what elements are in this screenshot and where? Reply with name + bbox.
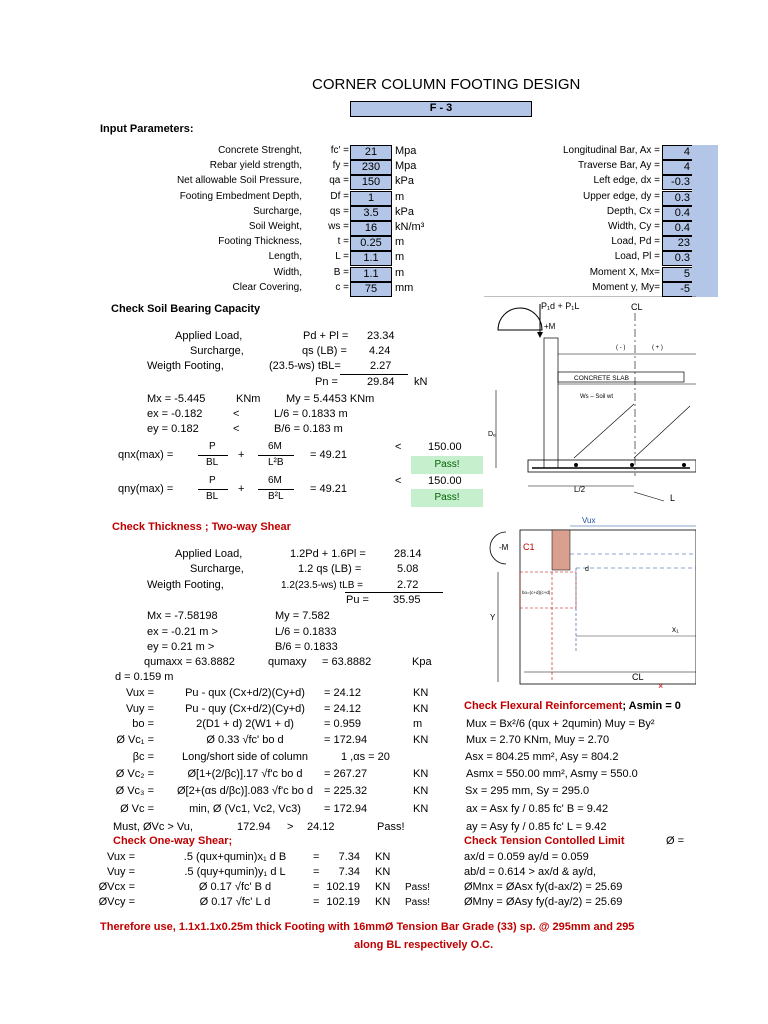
shear-row-unit: KN <box>413 803 429 815</box>
param-label-right: Moment X, Mx= <box>589 266 660 278</box>
param-unit: m <box>395 266 405 279</box>
soil-sum-line <box>340 374 408 375</box>
param-value: 1 <box>350 191 392 206</box>
param-label-right: Longitudinal Bar, Ax = <box>562 145 660 156</box>
oneway-eq: = <box>313 896 320 908</box>
input-header: Input Parameters: <box>100 123 194 135</box>
param-symbol: t = <box>337 236 349 248</box>
param-value-right: 0.4 <box>662 221 692 236</box>
qnx-p: P <box>209 441 216 452</box>
x1-label: x₁ <box>672 625 679 634</box>
shear-line-2 <box>634 406 690 458</box>
param-value-right: 0.4 <box>662 206 692 221</box>
flex-row: Sx = 295 mm, Sy = 295.0 <box>465 785 590 797</box>
param-value-right: 5 <box>662 267 692 282</box>
ws-label: Ws – Soil wt <box>580 394 614 400</box>
c1-label: C1 <box>523 542 535 552</box>
qny-cap: 150.00 <box>428 475 462 487</box>
half-label: L/2 <box>574 485 586 494</box>
oneway-formula: .5 (quy+qumin)y₁ d L <box>184 866 286 878</box>
param-symbol: qa = <box>329 175 349 187</box>
soil-header: Check Soil Bearing Capacity <box>111 303 261 315</box>
tension-row: ØMnx = ØAsx fy(d-ax/2) = 25.69 <box>464 881 623 893</box>
page-title: CORNER COLUMN FOOTING DESIGN <box>312 76 581 93</box>
soil-ey: ey = 0.182 <box>147 423 199 435</box>
thick-must-a: 172.94 <box>237 821 271 833</box>
shear-row-value: 1 ,αs = 20 <box>341 751 390 763</box>
param-label: Footing Thickness, <box>218 236 302 248</box>
shear-row-unit: KN <box>413 768 429 780</box>
thick-qumaxx: qumaxx = 63.8882 <box>144 656 235 668</box>
param-value-right: 4 <box>662 160 692 175</box>
rebar-dot-2 <box>630 463 634 467</box>
right-params-shade <box>692 145 718 297</box>
soil-ex-op: < <box>233 408 240 420</box>
oneway-eq: = <box>313 851 320 863</box>
tension-row: ax/d = 0.059 ay/d = 0.059 <box>464 851 589 863</box>
qnx-bl: BL <box>206 457 219 468</box>
param-label-right: Width, Cy = <box>608 221 660 232</box>
qny-bl: BL <box>206 491 219 502</box>
shear-row-value: = 225.32 <box>324 785 368 797</box>
param-label: Width, <box>273 266 302 278</box>
qny-p: P <box>209 475 216 486</box>
qnx-frac-line2 <box>258 455 294 456</box>
shear-row-formula: Pu - qux (Cx+d/2)(Cy+d) <box>185 687 305 699</box>
shear-row-unit: KN <box>413 687 429 699</box>
oneway-unit: KN <box>375 881 391 893</box>
param-value: 21 <box>350 145 392 160</box>
shear-row-unit: KN <box>413 785 429 797</box>
footing-section-diagram <box>484 296 696 518</box>
thick-header: Check Thickness ; Two-way Shear <box>112 521 291 533</box>
shear-row-formula: Ø[2+(αs d/βc)].083 √f'c bo d <box>176 785 314 797</box>
vux-label: Vux <box>582 516 596 525</box>
param-value-right: 4 <box>662 145 692 160</box>
param-symbol: L = <box>335 251 349 263</box>
param-label-right: Depth, Cx = <box>606 205 660 217</box>
footing-outline <box>528 460 696 472</box>
shear-row-value: = 24.12 <box>324 687 362 699</box>
param-label: Footing Embedment Depth, <box>179 190 302 202</box>
shear-row-formula: Long/short side of column <box>182 751 308 763</box>
shear-row-symbol: Ø Vc₁ = <box>116 734 154 746</box>
qnx-label: qnx(max) = <box>118 449 174 461</box>
flex-row: ax = Asx fy / 0.85 fc' B = 9.42 <box>466 803 609 815</box>
oneway-pass: Pass! <box>405 882 431 893</box>
flex-row: Asx = 804.25 mm², Asy = 804.2 <box>465 751 619 763</box>
flex-row: Mux = 2.70 KNm, Muy = 2.70 <box>466 734 610 746</box>
oneway-formula: Ø 0.17 √fc' L d <box>199 896 271 908</box>
cl-label: CL <box>631 302 643 312</box>
neg-moment-label: -M <box>499 543 509 552</box>
oneway-formula: Ø 0.17 √fc' B d <box>198 881 272 893</box>
soil-my: My = 5.4453 KNm <box>286 393 375 405</box>
shear-row-symbol: Ø Vc = <box>120 803 154 815</box>
param-label-right: Left edge, dx = <box>593 175 660 187</box>
param-label: Surcharge, <box>253 205 302 217</box>
thick-applied-val: 28.14 <box>394 548 422 560</box>
param-unit: kPa <box>395 175 414 188</box>
param-label: Rebar yield strength, <box>209 160 302 172</box>
pos-label: ( + ) <box>652 345 663 351</box>
param-value: 150 <box>350 175 392 190</box>
oneway-value: 7.34 <box>338 866 360 878</box>
param-value-right: 0.3 <box>662 251 692 266</box>
oneway-unit: KN <box>375 851 391 863</box>
qny-val: = 49.21 <box>310 483 348 495</box>
thick-surch-val: 5.08 <box>397 563 419 575</box>
tension-phi: Ø = <box>666 835 685 847</box>
load-arrow-head <box>537 332 543 338</box>
param-unit: Mpa <box>395 160 417 173</box>
soil-ey-op: < <box>233 423 240 435</box>
soil-pn-val: 29.84 <box>367 376 395 388</box>
thick-ey-lim: B/6 = 0.1833 <box>275 641 338 653</box>
thick-weight-label: Weigth Footing, <box>147 579 224 591</box>
soil-surch-label: Surcharge, <box>190 345 244 357</box>
param-unit: m <box>395 251 405 264</box>
oneway-formula: .5 (qux+qumin)x₁ d B <box>183 851 287 863</box>
shear-row-value: = 24.12 <box>324 703 362 715</box>
thick-sum-line <box>345 592 443 593</box>
oneway-eq: = <box>313 866 320 878</box>
soil-ex-lim: L/6 = 0.1833 m <box>274 408 348 420</box>
param-label-right: Load, Pl = <box>614 251 660 263</box>
param-label-right: Traverse Bar, Ay = <box>578 160 660 172</box>
soil-surch-formula: qs (LB) = <box>302 345 347 357</box>
shear-row-unit: KN <box>413 703 429 715</box>
conclusion-line-1: Therefore use, 1.1x1.1x0.25m thick Footing with 16mmØ Tension Bar Grade (33) sp. @ 295mm and 295 <box>100 921 635 933</box>
shear-row-symbol: Ø Vc₂ = <box>115 768 154 780</box>
slab-label: CONCRETE SLAB <box>574 375 629 382</box>
qnx-plus: + <box>238 449 245 461</box>
shear-row-symbol: Vuy = <box>125 703 154 715</box>
soil-pn-unit: kN <box>414 376 428 388</box>
footing-id: F - 3 <box>350 101 532 117</box>
cl-label-plan: CL <box>632 672 644 682</box>
thick-pu-val: 35.95 <box>393 594 421 606</box>
qny-frac-line <box>198 489 228 490</box>
shear-row-value: = 172.94 <box>324 734 368 746</box>
oneway-unit: KN <box>375 896 391 908</box>
shear-row-formula: Ø[1+(2/βc)].17 √f'c bo d <box>187 768 303 780</box>
tension-row: ab/d = 0.614 > ax/d & ay/d, <box>464 866 597 878</box>
thick-qumaxy-val: = 63.8882 <box>322 656 372 668</box>
qnx-pass-badge: Pass! <box>411 456 483 474</box>
df-label: Dₑ <box>488 431 496 438</box>
param-label-right: Load, Pd = <box>611 236 660 248</box>
param-symbol: qs = <box>329 205 349 217</box>
param-value-right: -5 <box>662 282 692 297</box>
y-label: Y <box>490 613 496 622</box>
qny-6m: 6M <box>268 475 282 486</box>
param-value: 75 <box>350 282 392 297</box>
param-symbol: c = <box>335 281 349 293</box>
thick-applied-label: Applied Load, <box>175 548 243 560</box>
l-label: L <box>670 493 676 503</box>
soil-applied-val: 23.34 <box>367 330 395 342</box>
shear-row-formula: min, Ø (Vc1, Vc2, Vc3) <box>189 803 301 815</box>
soil-weight-label: Weigth Footing, <box>147 360 224 372</box>
thick-d: d = 0.159 m <box>115 671 174 683</box>
x-mark: × <box>658 681 664 691</box>
rebar-dot-3 <box>682 463 686 467</box>
thick-surch-label: Surcharge, <box>190 563 244 575</box>
param-label: Concrete Strenght, <box>218 145 302 156</box>
l-leader <box>634 492 664 501</box>
shear-row-symbol: Ø Vc₃ = <box>115 785 154 797</box>
thick-ey: ey = 0.21 m > <box>147 641 215 653</box>
thick-pu-label: Pu = <box>346 594 369 606</box>
qnx-cap: 150.00 <box>428 441 462 453</box>
column-outline <box>544 338 558 468</box>
qny-plus: + <box>238 483 245 495</box>
moment-arc <box>498 308 542 330</box>
thick-ex: ex = -0.21 m > <box>147 626 218 638</box>
param-value-right: 0.3 <box>662 191 692 206</box>
flex-row: Mux = Bx²/6 (qux + 2qumin) Muy = By² <box>466 718 655 730</box>
qnx-6m: 6M <box>268 441 282 452</box>
param-unit: kPa <box>395 205 414 218</box>
param-label-right: Upper edge, dy = <box>583 190 660 202</box>
param-symbol: Df = <box>330 190 349 202</box>
oneway-value: 102.19 <box>326 881 360 893</box>
oneway-symbol: ØVcy = <box>98 896 135 908</box>
soil-ex: ex = -0.182 <box>147 408 203 420</box>
shear-row-value: = 172.94 <box>324 803 368 815</box>
thick-mx: Mx = -7.58198 <box>147 610 218 622</box>
param-value: 3.5 <box>350 206 392 221</box>
param-symbol: fy = <box>332 160 349 172</box>
flex-header-main: Check Flexural Reinforcement <box>464 700 623 712</box>
qnx-val: = 49.21 <box>310 449 348 461</box>
shear-row-unit: KN <box>413 734 429 746</box>
plan-view-diagram <box>484 512 696 692</box>
param-value-right: 23 <box>662 236 692 251</box>
flex-header <box>464 701 681 712</box>
oneway-symbol: ØVcx = <box>98 881 135 893</box>
thick-weight-formula: 1.2(23.5-ws) tLB = <box>281 580 363 591</box>
thick-must-pass: Pass! <box>377 821 405 833</box>
thick-qumaxy: qumaxy <box>268 656 307 668</box>
param-unit: Mpa <box>395 145 417 157</box>
soil-mx: Mx = -5.445 <box>147 393 206 405</box>
shear-row-formula: Ø 0.33 √fc' bo d <box>206 734 284 746</box>
oneway-value: 7.34 <box>338 851 360 863</box>
soil-weight-val: 2.27 <box>370 360 392 372</box>
param-value: 16 <box>350 221 392 236</box>
flex-row: ay = Asy fy / 0.85 fc' L = 9.42 <box>466 821 607 833</box>
param-value: 1.1 <box>350 251 392 266</box>
param-symbol: B = <box>333 266 349 278</box>
shear-row-value: = 0.959 <box>324 718 362 730</box>
soil-applied-formula: Pd + Pl = <box>303 330 349 342</box>
oneway-value: 102.19 <box>326 896 360 908</box>
param-value-right: -0.3 <box>662 175 692 190</box>
param-value: 1.1 <box>350 267 392 282</box>
qnx-l2b: L²B <box>268 457 284 468</box>
thick-weight-val: 2.72 <box>397 579 419 591</box>
qny-lt: < <box>395 475 402 487</box>
rebar-dot-1 <box>574 463 578 467</box>
param-unit: kN/m³ <box>395 221 425 233</box>
shear-row-symbol: bo = <box>132 718 154 730</box>
shear-line-1 <box>574 404 634 458</box>
oneway-symbol: Vuy = <box>106 866 135 878</box>
oneway-eq: = <box>313 881 320 893</box>
qnx-lt: < <box>395 441 402 453</box>
param-unit: m <box>395 236 405 249</box>
param-label: Soil Weight, <box>248 221 302 232</box>
shear-row-unit: m <box>413 718 423 730</box>
thick-must-gt: > <box>287 821 294 833</box>
tension-row: ØMny = ØAsy fy(d-ay/2) = 25.69 <box>464 896 623 908</box>
thick-surch-formula: 1.2 qs (LB) = <box>298 563 362 575</box>
soil-mx-unit: KNm <box>236 393 261 405</box>
d-label: d <box>585 566 589 573</box>
oneway-header: Check One-way Shear; <box>113 835 233 847</box>
param-value: 230 <box>350 160 392 175</box>
oneway-unit: KN <box>375 866 391 878</box>
param-label: Length, <box>268 251 302 263</box>
qny-label: qny(max) = <box>118 483 174 495</box>
qnx-frac-line <box>198 455 228 456</box>
param-symbol: fc' = <box>330 145 349 156</box>
shear-row-symbol: βc = <box>132 751 154 763</box>
param-label: Net allowable Soil Pressure, <box>176 175 302 187</box>
footing-plan-outline <box>520 530 696 684</box>
qny-b2l: B²L <box>268 491 284 502</box>
load-label: P₁d + P₁L <box>541 301 580 311</box>
thick-must-b: 24.12 <box>307 821 335 833</box>
column-plan <box>552 530 570 570</box>
shear-row-value: = 267.27 <box>324 768 368 780</box>
shear-row-formula: 2(D1 + d) 2(W1 + d) <box>196 718 294 730</box>
oneway-symbol: Vux = <box>106 851 135 863</box>
soil-applied-label: Applied Load, <box>175 330 243 342</box>
soil-weight-formula: (23.5-ws) tBL= <box>269 360 341 372</box>
soil-surch-val: 4.24 <box>369 345 391 357</box>
oneway-pass: Pass! <box>405 897 431 908</box>
thick-must: Must, ØVc > Vu, <box>113 821 193 833</box>
param-label: Clear Covering, <box>232 281 302 293</box>
qny-pass-badge: Pass! <box>411 489 483 507</box>
thick-ex-lim: L/6 = 0.1833 <box>275 626 337 638</box>
param-unit: m <box>395 190 405 203</box>
soil-ey-lim: B/6 = 0.183 m <box>274 423 343 435</box>
shear-row-symbol: Vux = <box>125 687 154 699</box>
param-label-right: Moment y, My= <box>592 281 660 293</box>
flex-row: Asmx = 550.00 mm², Asmy = 550.0 <box>466 768 638 780</box>
neg-label: ( - ) <box>616 345 626 351</box>
tension-header: Check Tension Contolled Limit <box>464 835 625 847</box>
moment-label: +M <box>544 322 556 331</box>
param-value: 0.25 <box>350 236 392 251</box>
param-symbol: ws = <box>328 221 349 232</box>
soil-pn-label: Pn = <box>315 376 338 388</box>
thick-my: My = 7.582 <box>275 610 330 622</box>
bo-label: bo=(c+d)(c+d) <box>522 590 551 595</box>
thick-applied-formula: 1.2Pd + 1.6Pl = <box>290 548 366 560</box>
qny-frac-line2 <box>258 489 294 490</box>
shear-row-formula: Pu - quy (Cx+d/2)(Cy+d) <box>185 703 305 715</box>
param-unit: mm <box>395 281 414 294</box>
thick-kpa: Kpa <box>412 656 432 668</box>
flex-header-tail: ; Asmin = 0 <box>622 700 681 712</box>
conclusion-line-2: along BL respectively O.C. <box>354 939 494 951</box>
